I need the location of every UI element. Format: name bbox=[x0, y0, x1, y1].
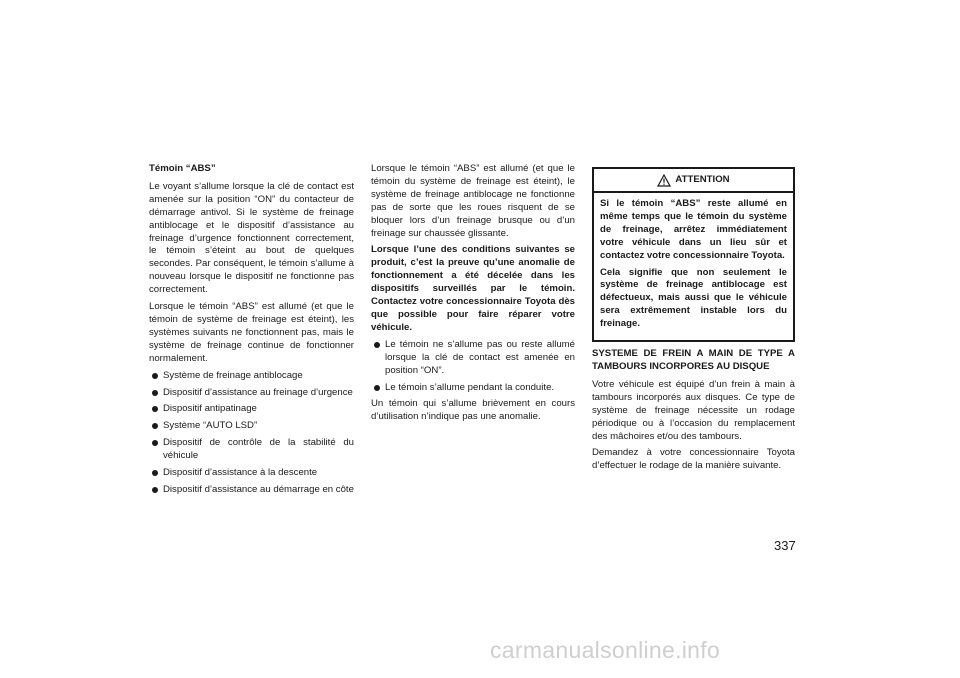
attention-title: ATTENTION bbox=[675, 173, 730, 185]
parking-brake-paragraph-1: Votre véhicule est équipé d’un frein à main à tambours incorporés aux disques. Ce type de système de freinage nécessite un rodage périodique ou à l’occasion du remplacement des mâchoires et/ou des tambours. bbox=[592, 378, 795, 442]
attention-paragraph-1: Si le témoin “ABS” reste allumé en même temps que le témoin du système de freinage, arrêtez immédiatement votre véhicule dans un lieu sûr et contactez votre concessionnaire Toyota. bbox=[600, 198, 787, 261]
list-item: Dispositif d’assistance au freinage d’urgence bbox=[149, 387, 354, 400]
abs-lit-paragraph: Lorsque le témoin “ABS” est allumé (et que le témoin du système de freinage est éteint), le système de freinage antiblocage ne fonctionne pas de sorte que les roues risquent de se bloquer lors d’un freinage brusque ou d’un freinage sur chaussée glissante. bbox=[371, 163, 575, 239]
attention-header bbox=[594, 169, 793, 193]
abs-intro-paragraph: Le voyant s’allume lorsque la clé de contact est amenée sur la position “ON” du contacteur de démarrage antivol. Si le système de freinage antiblocage et le dispositif d’assistance au freinage d’urgence fonctionnent correctement, le témoin s’éteint au bout de quelques secondes. Par conséquent, le témoin s’allume à nouveau lorsque le dispositif ne fonctionne pas correctement. bbox=[149, 180, 354, 296]
affected-systems-list bbox=[149, 370, 354, 497]
watermark: carmanualsonline.info bbox=[490, 637, 721, 663]
list-item: Le témoin s’allume pendant la conduite. bbox=[371, 382, 575, 395]
brief-light-paragraph: Un témoin qui s’allume brièvement en cours d’utilisation n’indique pas une anomalie. bbox=[371, 398, 575, 423]
malfunction-paragraph: Lorsque l’une des conditions suivantes se produit, c’est la preuve qu’une anomalie de fonctionnement a été décelée dans les dispositifs surveillés par le témoin. Contactez votre concessionnaire Toyota dès que possible pour faire réparer votre véhicule. bbox=[371, 244, 575, 333]
malfunction-conditions-list bbox=[371, 339, 575, 395]
list-item: Dispositif d’assistance au démarrage en côte bbox=[149, 484, 354, 497]
list-item: Dispositif d’assistance à la descente bbox=[149, 467, 354, 480]
abs-indicator-heading: Témoin “ABS” bbox=[149, 163, 216, 174]
list-item: Système “AUTO LSD” bbox=[149, 420, 354, 433]
attention-paragraph-2: Cela signifie que non seulement le système de freinage antiblocage est défectueux, mais aussi que le véhicule sera extrêmement instable lors du freinage. bbox=[600, 266, 787, 330]
column-left bbox=[149, 163, 354, 501]
parking-brake-paragraph-2: Demandez à votre concessionnaire Toyota d’effectuer le rodage de la manière suivante. bbox=[592, 447, 795, 472]
parking-brake-heading: SYSTEME DE FREIN A MAIN DE TYPE A TAMBOURS INCORPORES AU DISQUE bbox=[592, 348, 795, 372]
warning-triangle-icon bbox=[657, 174, 671, 187]
column-right bbox=[592, 163, 795, 477]
abs-disabled-paragraph: Lorsque le témoin “ABS” est allumé (et que le témoin de système de freinage est éteint), les systèmes suivants ne fonctionnent pas, mais le système de freinage continue de fonctionner normalement. bbox=[149, 301, 354, 364]
attention-body bbox=[594, 193, 793, 340]
list-item: Dispositif antipatinage bbox=[149, 403, 354, 416]
list-item: Système de freinage antiblocage bbox=[149, 370, 354, 383]
attention-box bbox=[592, 167, 795, 342]
list-item: Dispositif de contrôle de la stabilité du véhicule bbox=[149, 437, 354, 463]
column-middle bbox=[371, 163, 575, 428]
page-number: 337 bbox=[774, 538, 796, 553]
list-item: Le témoin ne s’allume pas ou reste allumé lorsque la clé de contact est amenée en position “ON”. bbox=[371, 339, 575, 378]
